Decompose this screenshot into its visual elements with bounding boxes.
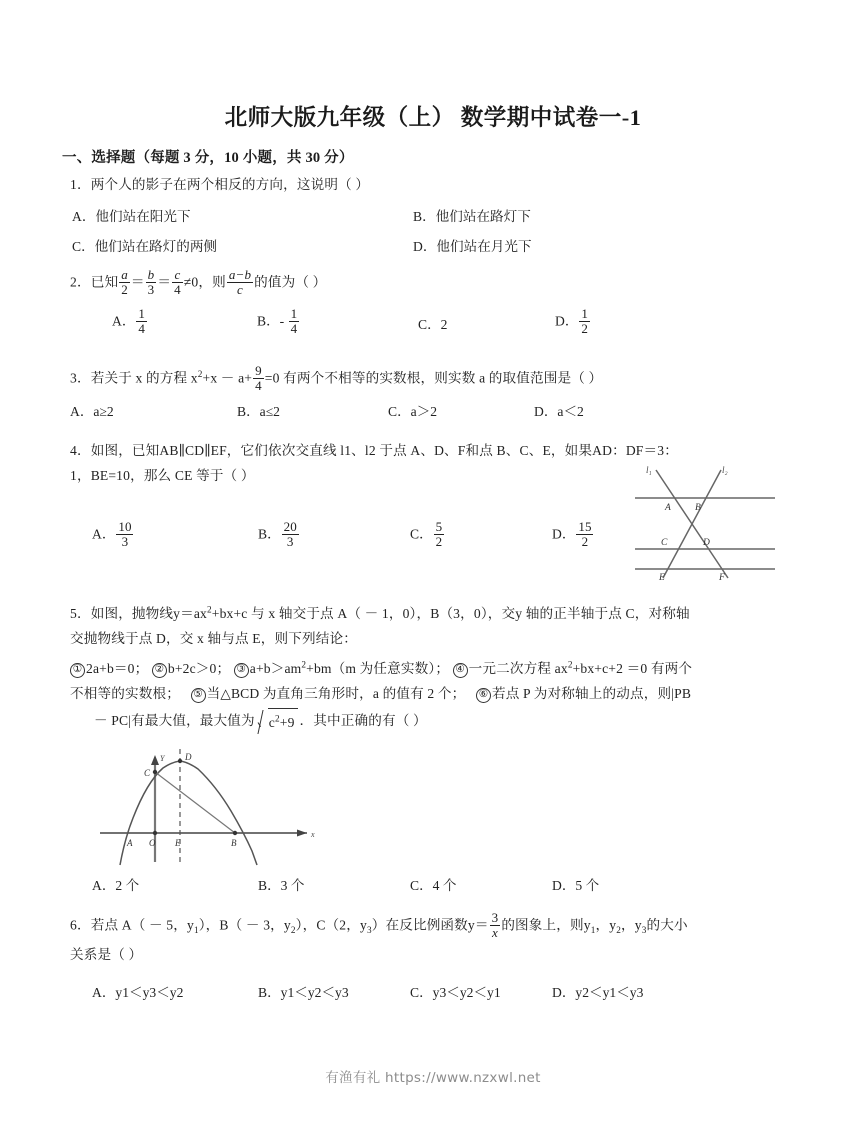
fraction-15-over-2: $\frac{15}{2}$ xyxy=(578,519,592,549)
section-heading: 一、选择题（每题 3 分，10 小题，共 30 分） xyxy=(62,150,354,166)
radicand-plus-9: +9 xyxy=(279,715,295,731)
question-6-line1-g: ，y xyxy=(621,917,642,933)
fraction-1-over-2: $\frac{1}{2}$ xyxy=(581,306,588,336)
question-2-option-d[interactable] xyxy=(555,308,591,337)
question-1-option-d[interactable]: D．他们站在月光下 xyxy=(413,239,532,254)
question-4-line1: 如图，已知AB∥CD∥EF，它们依次交直线 l1、l2 于点 A、D、F和点 B、C、E，如果AD：DF＝3： xyxy=(90,443,678,458)
option-d-label: D． xyxy=(552,526,576,542)
question-5-option-c[interactable]: C．4 个 xyxy=(410,878,457,893)
claim-4-b: +bx+c+2 ＝0 有两个 xyxy=(572,661,693,676)
claim-6-c: ．其中正确的有（ ） xyxy=(299,713,427,728)
subscript-1: 1 xyxy=(193,925,199,936)
claim-1: 2a+b＝0； xyxy=(86,661,149,676)
transversal-l2 xyxy=(663,470,721,578)
question-6-line1-f: ，y xyxy=(595,917,617,933)
label-A: A xyxy=(665,503,671,513)
y-axis-arrow xyxy=(151,755,159,765)
parabola-curve xyxy=(120,761,257,865)
question-4-option-c[interactable] xyxy=(410,521,445,550)
claim-3-b: +bm（m 为任意实数）； xyxy=(306,661,450,676)
question-6-line1-e: 的图象上，则y xyxy=(501,917,591,933)
question-3-option-b[interactable]: B．a≤2 xyxy=(237,404,280,419)
question-3-option-c[interactable]: C．a＞2 xyxy=(388,404,438,419)
question-1-option-a[interactable]: A．他们站在阳光下 xyxy=(72,209,191,224)
exponent-2: 2 xyxy=(207,604,212,615)
option-a-label: A． xyxy=(92,526,116,542)
question-6-line1-h: 的大小 xyxy=(646,917,688,933)
question-6-number: 6． xyxy=(70,917,91,933)
label-E: E xyxy=(659,573,665,582)
circled-number-6: ⑥ xyxy=(476,688,491,703)
subscript-1: 1 xyxy=(590,925,596,936)
question-5-option-d[interactable]: D．5 个 xyxy=(552,878,600,893)
question-6-line1-b: ），B（ － 3，y xyxy=(198,917,291,933)
claim-3-a: a+b＞am xyxy=(249,661,302,676)
minus-sign: - xyxy=(279,313,285,329)
question-5-claims-line2 xyxy=(70,681,800,706)
question-3-text-part2: +x － a+ xyxy=(202,370,253,386)
question-5-claims-line1 xyxy=(70,656,795,681)
question-5-stem-line2: 交抛物线于点 D，交 x 轴与点 E，则下列结论： xyxy=(70,631,357,646)
question-4-option-d[interactable] xyxy=(552,521,594,550)
label-F: F xyxy=(719,573,725,582)
claim-6-a: 若点 P 为对称轴上的动点，则|PB xyxy=(492,686,692,701)
point-B xyxy=(233,831,237,835)
fraction-a-minus-b-over-c: $\frac{a-b}{c}$ xyxy=(228,267,252,297)
label-l1: l₁ xyxy=(646,465,652,475)
question-2-text-part2: ≠0，则 xyxy=(183,274,226,290)
question-3-text-part3: =0 有两个不相等的实数根，则实数 a 的取值范围是（ ） xyxy=(264,370,603,386)
label-C: C xyxy=(144,768,151,778)
question-6-line1-c: ），C（2，y xyxy=(295,917,367,933)
question-6-option-d[interactable]: D．y2＜y1＜y3 xyxy=(552,985,644,1000)
point-D xyxy=(178,759,182,763)
question-6-stem-line1 xyxy=(70,912,800,941)
page-title: 北师大版九年级（上） 数学期中试卷一-1 xyxy=(224,105,642,130)
fraction-20-over-3: $\frac{20}{3}$ xyxy=(283,519,297,549)
question-6-stem-line2: 关系是（ ） xyxy=(70,947,143,962)
claim-4-a: 一元二次方程 ax xyxy=(468,661,568,676)
fraction-10-over-3: $\frac{10}{3}$ xyxy=(118,519,132,549)
y-axis-label: Y xyxy=(160,754,165,763)
fraction-neg-1-over-4: $\frac{1}{4}$ xyxy=(290,306,298,336)
question-1-stem xyxy=(70,172,369,197)
fraction-c-over-4: $\frac{c}{4}$ xyxy=(174,267,181,297)
exponent-2: 2 xyxy=(197,368,203,379)
exponent-2: 2 xyxy=(567,659,573,670)
point-O xyxy=(153,831,157,835)
question-3-option-a[interactable]: A．a≥2 xyxy=(70,404,114,419)
label-D: D xyxy=(703,538,710,548)
question-6-line1-a: 若点 A（ － 5，y xyxy=(90,917,194,933)
x-axis-arrow xyxy=(297,830,307,837)
fraction-5-over-2: $\frac{5}{2}$ xyxy=(435,519,443,549)
point-C xyxy=(153,770,157,774)
claim-4-c: 不相等的实数根； xyxy=(70,686,180,701)
question-3-number: 3． xyxy=(70,370,91,386)
radicand xyxy=(268,708,298,735)
question-5-option-b[interactable]: B．3 个 xyxy=(258,878,305,893)
fraction-b-over-3: $\frac{b}{3}$ xyxy=(147,267,155,297)
radicand-c: c xyxy=(268,715,275,731)
option-c-label: C． xyxy=(410,526,433,542)
footer-watermark: 有渔有礼 https://www.nzxwl.net xyxy=(325,1070,541,1086)
circled-number-2: ② xyxy=(152,663,167,678)
circled-number-4: ④ xyxy=(453,663,468,678)
question-2-option-c[interactable]: C．2 xyxy=(418,317,448,332)
question-3-text-part1: 若关于 x 的方程 x xyxy=(90,370,198,386)
circled-number-5: ⑤ xyxy=(191,688,206,703)
fraction-a-over-2: $\frac{a}{2}$ xyxy=(121,267,128,297)
question-2-stem: 2．已知 $\frac{a}{2}$ ＝ $\frac{b}{3}$ ＝ $\frac{c}{4}$ ≠0，则 $\frac{a-b}{c}$ 的值为（ ） xyxy=(70,267,327,297)
label-A: A xyxy=(127,838,133,848)
question-2-text-part3: 的值为（ ） xyxy=(254,274,327,290)
question-4-option-a[interactable] xyxy=(92,521,134,550)
subscript-3: 3 xyxy=(366,925,372,936)
label-C: C xyxy=(661,538,668,548)
question-5-number: 5． xyxy=(70,606,91,621)
square-root-symbol xyxy=(257,708,298,735)
question-6-line1-d: ）在反比例函数y＝ xyxy=(371,917,489,933)
exponent-2: 2 xyxy=(301,659,307,670)
question-1-option-b[interactable]: B．他们站在路灯下 xyxy=(413,209,531,224)
question-5-line1-b: +bx+c 与 x 轴交于点 A（ － 1，0），B（3，0），交y 轴的正半轴于点 C，对称轴 xyxy=(211,606,690,621)
question-6-option-c[interactable]: C．y3＜y2＜y1 xyxy=(410,985,501,1000)
circled-number-1: ① xyxy=(70,663,85,678)
question-2-number: 2． xyxy=(70,274,91,290)
subscript-3: 3 xyxy=(641,925,647,936)
question-4-figure xyxy=(625,462,785,587)
circled-number-3: ③ xyxy=(234,663,249,678)
question-2-text-part1: 已知 xyxy=(90,274,119,290)
parallel-lines-diagram xyxy=(625,462,785,582)
label-B: B xyxy=(231,838,237,848)
question-5-claims-line3 xyxy=(94,708,427,735)
question-3-option-d[interactable]: D．a＜2 xyxy=(534,404,584,419)
option-a-label: A． xyxy=(112,313,136,329)
question-5-option-a[interactable]: A．2 个 xyxy=(92,878,140,893)
claim-6-b: － PC|有最大值，最大值为 xyxy=(94,713,255,728)
question-6-option-a[interactable]: A．y1＜y3＜y2 xyxy=(92,985,184,1000)
question-1-number: 1． xyxy=(70,177,91,192)
question-1-text: 两个人的影子在两个相反的方向，这说明（ ） xyxy=(90,177,370,192)
question-5-figure xyxy=(92,734,327,871)
question-2-option-a[interactable] xyxy=(112,308,148,337)
question-4-stem xyxy=(70,438,782,463)
subscript-2: 2 xyxy=(290,925,296,936)
label-E: E xyxy=(175,838,181,848)
label-O: O xyxy=(149,838,156,848)
subscript-2: 2 xyxy=(616,925,621,936)
label-B: B xyxy=(695,503,701,513)
label-D: D xyxy=(185,752,192,762)
segment-CB xyxy=(155,772,235,833)
option-d-label: D． xyxy=(555,313,579,329)
question-5-stem-line1 xyxy=(70,601,800,626)
question-1-option-c[interactable]: C．他们站在路灯的两侧 xyxy=(72,239,218,254)
x-axis-label: x xyxy=(311,830,315,839)
question-4-option-b[interactable] xyxy=(258,521,300,550)
question-2-option-b[interactable] xyxy=(257,308,300,337)
question-4-line2: 1，BE=10，那么 CE 等于（ ） xyxy=(70,468,255,483)
question-5-line1-a: 如图，抛物线y＝ax xyxy=(90,606,207,621)
option-b-label: B． xyxy=(257,313,280,329)
question-6-option-b[interactable]: B．y1＜y2＜y3 xyxy=(258,985,349,1000)
option-b-label: B． xyxy=(258,526,281,542)
parabola-diagram xyxy=(92,734,327,866)
question-3-stem xyxy=(70,365,602,394)
question-4-number: 4． xyxy=(70,443,91,458)
label-l2: l₂ xyxy=(722,465,728,475)
claim-2: b+2c＞0； xyxy=(167,661,231,676)
fraction-1-over-4: $\frac{1}{4}$ xyxy=(138,306,145,336)
exponent-2: 2 xyxy=(274,713,280,724)
claim-5: 当△BCD 为直角三角形时，a 的值有 2 个； xyxy=(206,686,466,701)
fraction-3-over-x: $\frac{3}{x}$ xyxy=(491,910,499,940)
fraction-9-over-4: $\frac{9}{4}$ xyxy=(255,363,262,393)
